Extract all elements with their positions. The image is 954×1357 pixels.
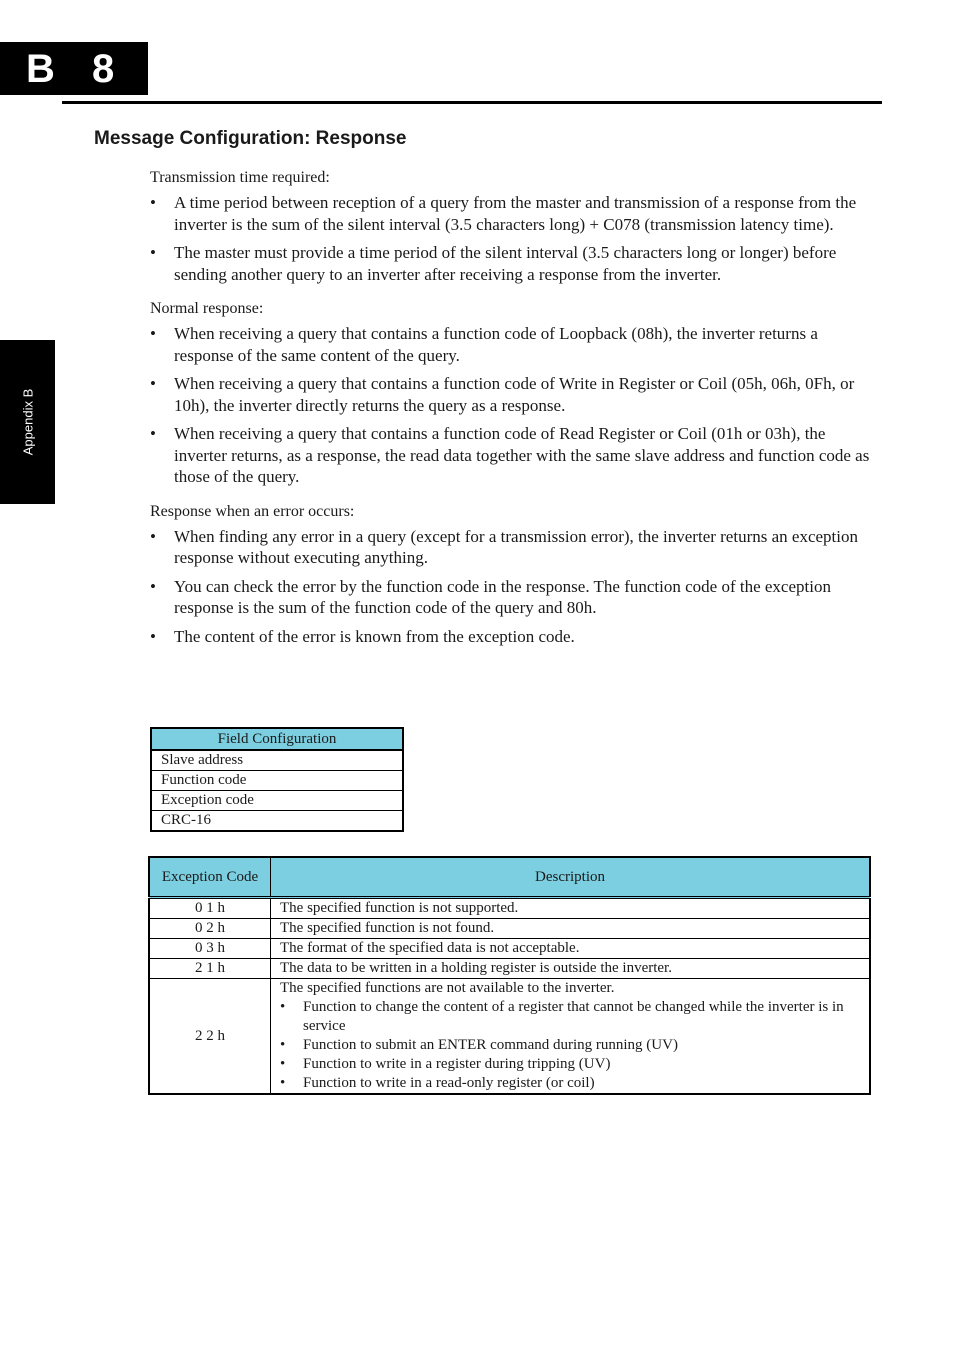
table-row <box>149 959 870 979</box>
list-item: • Function to write in a register during tripping (UV) <box>280 1055 860 1074</box>
exception-code-header: Exception Code <box>149 857 271 898</box>
list-item: • You can check the error by the function code in the response. The function code of the exception response is the sum of the function code of the query and 80h. <box>150 576 880 619</box>
side-tab-label: Appendix B <box>20 388 35 456</box>
bullet-list <box>150 192 880 285</box>
section-normal-response <box>150 300 880 488</box>
exception-code-table <box>148 856 871 1095</box>
side-tab <box>0 340 55 504</box>
table-cell: Function code <box>151 771 403 791</box>
list-item: • A time period between reception of a query from the master and transmission of a response from the inverter is the sum of the silent interval (3.5 characters long) + C078 (transmission latency time). <box>150 192 880 235</box>
table-row <box>149 919 870 939</box>
list-item: • The master must provide a time period of the silent interval (3.5 characters long or longer) before sending another query to an inverter after receiving a response from the inverter. <box>150 242 880 285</box>
section-error-response <box>150 503 880 648</box>
description-cell: The specified function is not supported. <box>271 898 871 919</box>
table-row <box>151 750 403 771</box>
subheading: Response when an error occurs: <box>150 502 355 520</box>
appendix-letter: B <box>26 47 55 91</box>
table-row <box>149 898 870 919</box>
subheading: Transmission time required: <box>150 169 330 186</box>
list-item: • Function to write in a read-only register (or coil) <box>280 1074 860 1093</box>
section-transmission-time <box>150 169 880 285</box>
description-text: The specified functions are not available to the inverter. <box>280 980 615 996</box>
list-item: • Function to change the content of a register that cannot be changed while the inverter is in service <box>280 998 860 1036</box>
description-header: Description <box>271 857 871 898</box>
description-bullet-list <box>280 998 860 1093</box>
exception-code-cell: 2 2 h <box>149 979 271 1095</box>
table-cell: CRC-16 <box>151 811 403 832</box>
exception-code-cell: 0 1 h <box>149 898 271 919</box>
bullet-list <box>150 526 880 648</box>
table-row <box>151 791 403 811</box>
list-item: • When receiving a query that contains a function code of Read Register or Coil (01h or 03h), the inverter returns, as a response, the read data together with the same slave address and function code as those of the query. <box>150 423 880 488</box>
table-row <box>151 811 403 832</box>
field-configuration-table <box>150 727 404 832</box>
description-cell: The data to be written in a holding register is outside the inverter. <box>271 959 871 979</box>
table-header-row <box>151 728 403 750</box>
description-cell: The specified function is not found. <box>271 919 871 939</box>
section-title: Message Configuration: Response <box>94 128 407 149</box>
table-cell: Exception code <box>151 791 403 811</box>
list-item: • When receiving a query that contains a function code of Write in Register or Coil (05h, 06h, 0Fh, or 10h), the inverter directly returns the query as a response. <box>150 373 880 416</box>
exception-code-cell: 0 2 h <box>149 919 271 939</box>
list-item: • When receiving a query that contains a function code of Loopback (08h), the inverter returns a response of the same content of the query. <box>150 323 880 366</box>
body-content <box>150 169 880 662</box>
exception-code-cell: 2 1 h <box>149 959 271 979</box>
table-row <box>149 979 870 1095</box>
table-row <box>149 939 870 959</box>
table-header-row <box>149 857 870 898</box>
list-item: • When finding any error in a query (except for a transmission error), the inverter returns an exception response without executing anything. <box>150 526 880 569</box>
exception-code-cell: 0 3 h <box>149 939 271 959</box>
description-cell: The format of the specified data is not acceptable. <box>271 939 871 959</box>
bullet-list <box>150 323 880 488</box>
header-rule <box>62 101 882 104</box>
page-number-tab <box>0 42 148 95</box>
description-cell <box>271 979 871 1095</box>
list-item: • Function to submit an ENTER command during running (UV) <box>280 1036 860 1055</box>
field-configuration-header: Field Configuration <box>151 728 403 750</box>
table-row <box>151 771 403 791</box>
subheading: Normal response: <box>150 300 264 317</box>
list-item: • The content of the error is known from the exception code. <box>150 626 880 648</box>
table-cell: Slave address <box>151 750 403 771</box>
page-number: 8 <box>92 47 115 91</box>
